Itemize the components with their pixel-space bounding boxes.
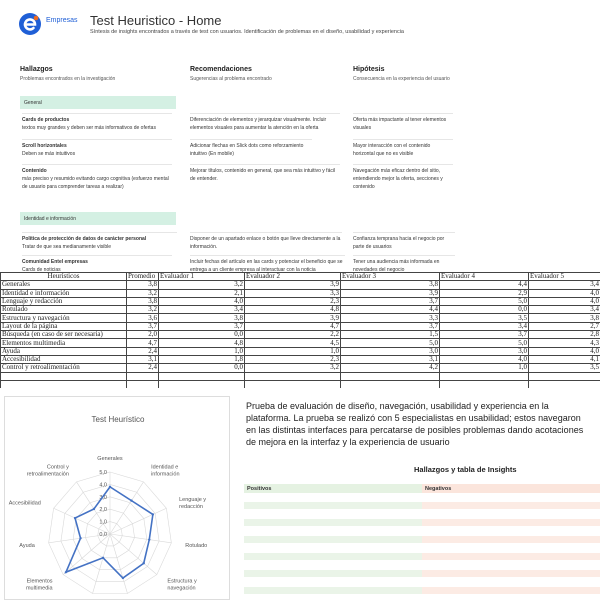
score-cell[interactable]: 3,4 [529, 281, 600, 289]
score-cell[interactable] [529, 372, 600, 380]
score-cell[interactable]: 4,2 [341, 364, 440, 372]
score-cell[interactable]: 3,7 [341, 322, 440, 330]
table-row [1, 364, 600, 372]
column-sub-hallazgos: Problemas encontrados en la investigación [20, 76, 116, 82]
finding-item [22, 164, 172, 191]
radar-category-label [9, 500, 41, 506]
recommendation-item: Disponer de un apartado enlace o botón que lleve directamente a la información. [190, 232, 342, 251]
score-cell[interactable]: 3,4 [159, 306, 245, 314]
score-cell[interactable]: 4,0 [529, 347, 600, 355]
recommendation-item: Incluir fechas del artículo en las cards y potenciar el beneficio que se entrega a un cliente empresa al interactuar con la noticia [190, 255, 345, 272]
insights-negative-header: Negativos [422, 484, 600, 493]
score-cell[interactable]: 3,8 [127, 281, 159, 289]
hypothesis-item: Navegación más eficaz dentro del sitio, entendiendo mejor la oferta, secciones y contenido [353, 164, 453, 191]
insights-positive-row[interactable] [244, 502, 422, 509]
finding-item [22, 113, 172, 132]
finding-text: textos muy grandes y deben ser más informativos de ofertas [22, 125, 156, 131]
score-cell[interactable]: 2,4 [127, 347, 159, 355]
table-header-row [1, 273, 600, 281]
score-cell[interactable]: 2,4 [127, 364, 159, 372]
radar-category-label [26, 578, 54, 591]
score-cell[interactable]: 1,8 [159, 355, 245, 363]
score-cell[interactable]: 3,2 [127, 289, 159, 297]
finding-text: Tratar de que sea medianamente visible [22, 244, 112, 250]
score-cell[interactable]: 3,9 [341, 289, 440, 297]
score-cell[interactable]: 4,0 [159, 297, 245, 305]
radar-chart-card [4, 396, 230, 600]
table-row [1, 372, 600, 380]
radar-data-point [93, 508, 95, 510]
radar-data-point [65, 571, 67, 573]
finding-title: Política de protección de datos de carácter personal [22, 236, 147, 242]
finding-item [22, 255, 172, 272]
page-title: Test Heuristico - Home [90, 13, 222, 28]
score-cell[interactable]: 2,3 [245, 297, 341, 305]
score-cell[interactable]: 4,5 [245, 339, 341, 347]
radar-data-point [109, 486, 111, 488]
heuristic-name-cell[interactable]: Generales [1, 281, 127, 289]
finding-item [22, 232, 177, 251]
score-cell[interactable]: 0,0 [440, 306, 529, 314]
insights-negative-row[interactable] [422, 570, 600, 577]
table-row [1, 281, 600, 289]
table-row [1, 306, 600, 314]
radar-axis-line [110, 534, 127, 593]
radar-category-label [19, 543, 35, 549]
score-cell[interactable]: 4,7 [245, 322, 341, 330]
radar-axis-line [110, 534, 171, 543]
column-title-recomendaciones: Recomendaciones [190, 66, 252, 73]
score-cell[interactable]: 4,8 [245, 306, 341, 314]
radar-category-label-line: navegación [167, 585, 196, 592]
score-cell[interactable] [127, 372, 159, 380]
column-sub-hipotesis: Consecuencia en la experiencia del usuario [353, 76, 450, 82]
score-cell[interactable]: 3,9 [245, 281, 341, 289]
radar-chart [5, 397, 230, 600]
radar-category-label-line: redacción [179, 503, 203, 510]
finding-title: Contenido [22, 168, 47, 174]
score-cell[interactable]: 4,4 [341, 306, 440, 314]
heuristic-name-cell[interactable]: Identidad e información [1, 289, 127, 297]
heuristic-name-cell[interactable]: Búsqueda (en caso de ser necesaria) [1, 331, 127, 339]
column-title-hipotesis: Hipótesis [353, 66, 385, 73]
radar-data-point [152, 513, 154, 515]
score-cell[interactable]: 2,9 [440, 289, 529, 297]
score-cell[interactable] [440, 372, 529, 380]
radar-category-label-line: Ayuda [19, 542, 35, 549]
insights-negative-row[interactable] [422, 536, 600, 543]
heuristic-name-cell[interactable]: Control y retroalimentación [1, 364, 127, 372]
radar-category-label [27, 465, 69, 478]
score-cell[interactable]: 5,0 [341, 339, 440, 347]
page-subtitle: Síntesis de insights encontrados a través de test con usuarios. Identificación de problemas en el diseño, usabilidad y experiencia [90, 29, 404, 35]
finding-item [22, 139, 172, 158]
radar-tick-label: 1,0 [99, 519, 107, 526]
radar-category-label [167, 578, 197, 591]
insights-positive-row[interactable] [244, 570, 422, 577]
table-row [1, 289, 600, 297]
radar-data-point [143, 562, 145, 564]
finding-text: Deben se más intuitivos [22, 151, 76, 157]
recommendation-item: Mejorar títulos, contenido en general, que sea más intuitivo y fácil de entender. [190, 164, 340, 183]
score-cell[interactable]: 3,2 [245, 364, 341, 372]
score-cell[interactable]: 1,0 [440, 364, 529, 372]
score-cell[interactable]: 3,4 [440, 322, 529, 330]
radar-series-line [66, 487, 153, 578]
radar-data-point [148, 538, 150, 540]
column-header[interactable]: Evaluador 3 [341, 273, 440, 281]
table-row [1, 297, 600, 305]
radar-category-label-line: Accesibilidad [8, 500, 41, 507]
heuristic-report-panel [0, 0, 600, 272]
score-cell[interactable]: 3,2 [127, 306, 159, 314]
radar-tick-label: 4,0 [99, 482, 107, 489]
heuristic-name-cell[interactable]: Estructura y navegación [1, 314, 127, 322]
radar-category-label [97, 456, 123, 462]
hypothesis-item: Tener una audiencia más informada en novedades del negocio [353, 255, 455, 272]
insights-negative-row[interactable] [422, 587, 600, 594]
column-header[interactable]: Evaluador 5 [529, 273, 600, 281]
score-cell[interactable] [245, 372, 341, 380]
radar-tick-label: 5,0 [99, 470, 107, 476]
column-title-hallazgos: Hallazgos [20, 66, 53, 73]
score-cell[interactable]: 1,5 [341, 331, 440, 339]
score-cell[interactable]: 1,0 [159, 347, 245, 355]
finding-text: más preciso y resumido evitando cargo cognitiva (esfuerzo mental de usuario para comprender tareas a realizar) [22, 176, 169, 190]
radar-category-label-line: Control y [46, 464, 69, 471]
score-cell[interactable]: 1,0 [245, 347, 341, 355]
insights-negative-row[interactable] [422, 519, 600, 526]
score-cell[interactable]: 4,0 [440, 355, 529, 363]
score-cell[interactable]: 3,3 [245, 289, 341, 297]
score-cell[interactable] [159, 372, 245, 380]
table-row [1, 347, 600, 355]
score-cell[interactable]: 4,0 [529, 289, 600, 297]
score-cell[interactable] [341, 372, 440, 380]
score-cell[interactable]: 2,3 [245, 355, 341, 363]
insights-positive-header: Positivos [244, 484, 422, 493]
score-cell[interactable]: 3,8 [127, 297, 159, 305]
score-cell[interactable]: 3,7 [159, 322, 245, 330]
score-cell[interactable]: 0,0 [159, 364, 245, 372]
score-cell[interactable]: 3,7 [341, 297, 440, 305]
score-cell[interactable]: 3,9 [245, 314, 341, 322]
score-cell[interactable]: 4,0 [529, 297, 600, 305]
heuristic-name-cell[interactable]: Lenguaje y redacción [1, 297, 127, 305]
table-row [1, 322, 600, 330]
radar-data-point [102, 557, 104, 559]
radar-category-label-line: información [151, 471, 180, 478]
insights-negative-row[interactable] [422, 553, 600, 560]
column-header[interactable]: Promedio [127, 273, 159, 281]
test-description: Prueba de evaluación de diseño, navegación, usabilidad y experiencia en la plataforma. La prueba se realizó con 5 especialistas en usabilidad; estos navegaron en las distintas interfaces para percatarse de posibles problemas dando acotaciones de mejora en la interfaz y la experiencia de usuario [246, 401, 584, 447]
finding-title: Comunidad Entel empresas [22, 259, 88, 265]
column-sub-recomendaciones: Sugerencias al problema encontrado [190, 76, 272, 82]
score-cell[interactable]: 3,5 [440, 314, 529, 322]
score-cell[interactable]: 4,8 [159, 339, 245, 347]
score-cell[interactable]: 3,1 [341, 355, 440, 363]
score-cell[interactable]: 3,0 [341, 347, 440, 355]
hypothesis-item: Oferta más impactante al tener elementos visuales [353, 113, 453, 132]
radar-category-label [185, 543, 207, 549]
radar-data-point [122, 577, 124, 579]
column-header[interactable]: Evaluador 4 [440, 273, 529, 281]
score-cell[interactable]: 3,3 [341, 314, 440, 322]
insights-positive-row[interactable] [244, 587, 422, 594]
radar-category-label-line: Elementos [26, 578, 53, 585]
score-cell[interactable]: 4,3 [529, 339, 600, 347]
column-header[interactable]: Evaluador 1 [159, 273, 245, 281]
finding-text: Cards de noticias [22, 267, 61, 272]
score-cell[interactable]: 2,7 [529, 322, 600, 330]
insights-positive-row[interactable] [244, 553, 422, 560]
heuristic-name-cell[interactable] [1, 372, 127, 380]
column-header[interactable]: Evaluador 2 [245, 273, 341, 281]
table-row [1, 331, 600, 339]
score-cell[interactable]: 3,2 [159, 281, 245, 289]
chart-title: Test Heurístico [91, 415, 145, 424]
heuristic-name-cell[interactable]: Ayuda [1, 347, 127, 355]
heuristic-name-cell[interactable]: Elementos multimedia [1, 339, 127, 347]
radar-axis-line [93, 534, 110, 593]
score-cell[interactable]: 4,1 [529, 355, 600, 363]
score-cell[interactable]: 4,4 [440, 281, 529, 289]
radar-category-label [179, 497, 206, 510]
score-cell[interactable]: 0,0 [159, 331, 245, 339]
score-cell[interactable]: 2,8 [529, 331, 600, 339]
insights-negative-row[interactable] [422, 502, 600, 509]
finding-title: Scroll horizontales [22, 143, 67, 149]
column-header-heuristicos[interactable]: Heurísticos [1, 273, 127, 281]
score-cell[interactable]: 5,0 [440, 339, 529, 347]
insights-positive-row[interactable] [244, 536, 422, 543]
score-cell[interactable]: 3,8 [341, 281, 440, 289]
radar-category-label-line: Generales [97, 456, 123, 462]
hypothesis-item: Mayor interacción con el contenido horizontal que no es visible [353, 139, 453, 158]
heuristics-scores-table [0, 272, 600, 389]
hypothesis-item: Confianza temprana hacia el negocio por parte de usuarios [353, 232, 455, 251]
radar-category-label-line: multimedia [25, 585, 53, 592]
section-band-identidad: Identidad e información [20, 212, 176, 225]
recommendation-item: Diferenciación de elementos y jerarquizar visualmente. Incluir elementos visuales para aumentar la atención en la oferta [190, 113, 340, 132]
score-cell[interactable]: 3,0 [440, 347, 529, 355]
radar-tick-label: 3,0 [99, 494, 107, 501]
score-cell[interactable]: 3,5 [529, 364, 600, 372]
table-row [1, 314, 600, 322]
score-cell[interactable]: 2,2 [245, 331, 341, 339]
score-cell[interactable]: 5,0 [440, 297, 529, 305]
radar-category-label-line: Identidad e [151, 464, 179, 471]
radar-data-point [79, 537, 81, 539]
score-cell[interactable]: 3,8 [529, 314, 600, 322]
score-cell[interactable]: 3,1 [127, 355, 159, 363]
recommendation-item: Adicionar flechas en Slick dots como reforzamiento intuitivo (En mobile) [190, 139, 312, 158]
radar-tick-label: 2,0 [99, 507, 107, 514]
insights-title: Hallazgos y tabla de Insights [414, 465, 517, 474]
score-cell[interactable]: 3,8 [159, 314, 245, 322]
score-cell[interactable]: 3,7 [440, 331, 529, 339]
radar-category-label-line: Lenguaje y [179, 496, 207, 503]
entel-logo-icon [18, 12, 42, 36]
table-row [1, 339, 600, 347]
score-cell[interactable]: 3,4 [529, 306, 600, 314]
score-cell[interactable]: 4,7 [127, 339, 159, 347]
heuristic-name-cell[interactable]: Layout de la página [1, 322, 127, 330]
radar-data-point [130, 499, 132, 501]
score-cell[interactable]: 3,7 [127, 322, 159, 330]
brand-name: Empresas [46, 17, 78, 24]
heuristic-name-cell[interactable]: Accesibilidad [1, 355, 127, 363]
score-cell[interactable]: 3,6 [127, 314, 159, 322]
radar-category-label-line: Estructura y [167, 578, 197, 585]
heuristic-name-cell[interactable]: Rotulado [1, 306, 127, 314]
insights-table [244, 484, 600, 600]
table-row [1, 355, 600, 363]
score-cell[interactable]: 2,1 [159, 289, 245, 297]
section-band-general: General [20, 96, 176, 109]
radar-category-label-line: Rotulado [185, 542, 208, 549]
finding-title: Cards de productos [22, 117, 70, 123]
radar-category-label [151, 465, 179, 478]
radar-tick-label: 0,0 [99, 532, 107, 538]
radar-data-point [74, 517, 76, 519]
insights-positive-row[interactable] [244, 519, 422, 526]
radar-category-label-line: retroalimentación [26, 471, 69, 478]
score-cell[interactable]: 2,0 [127, 331, 159, 339]
